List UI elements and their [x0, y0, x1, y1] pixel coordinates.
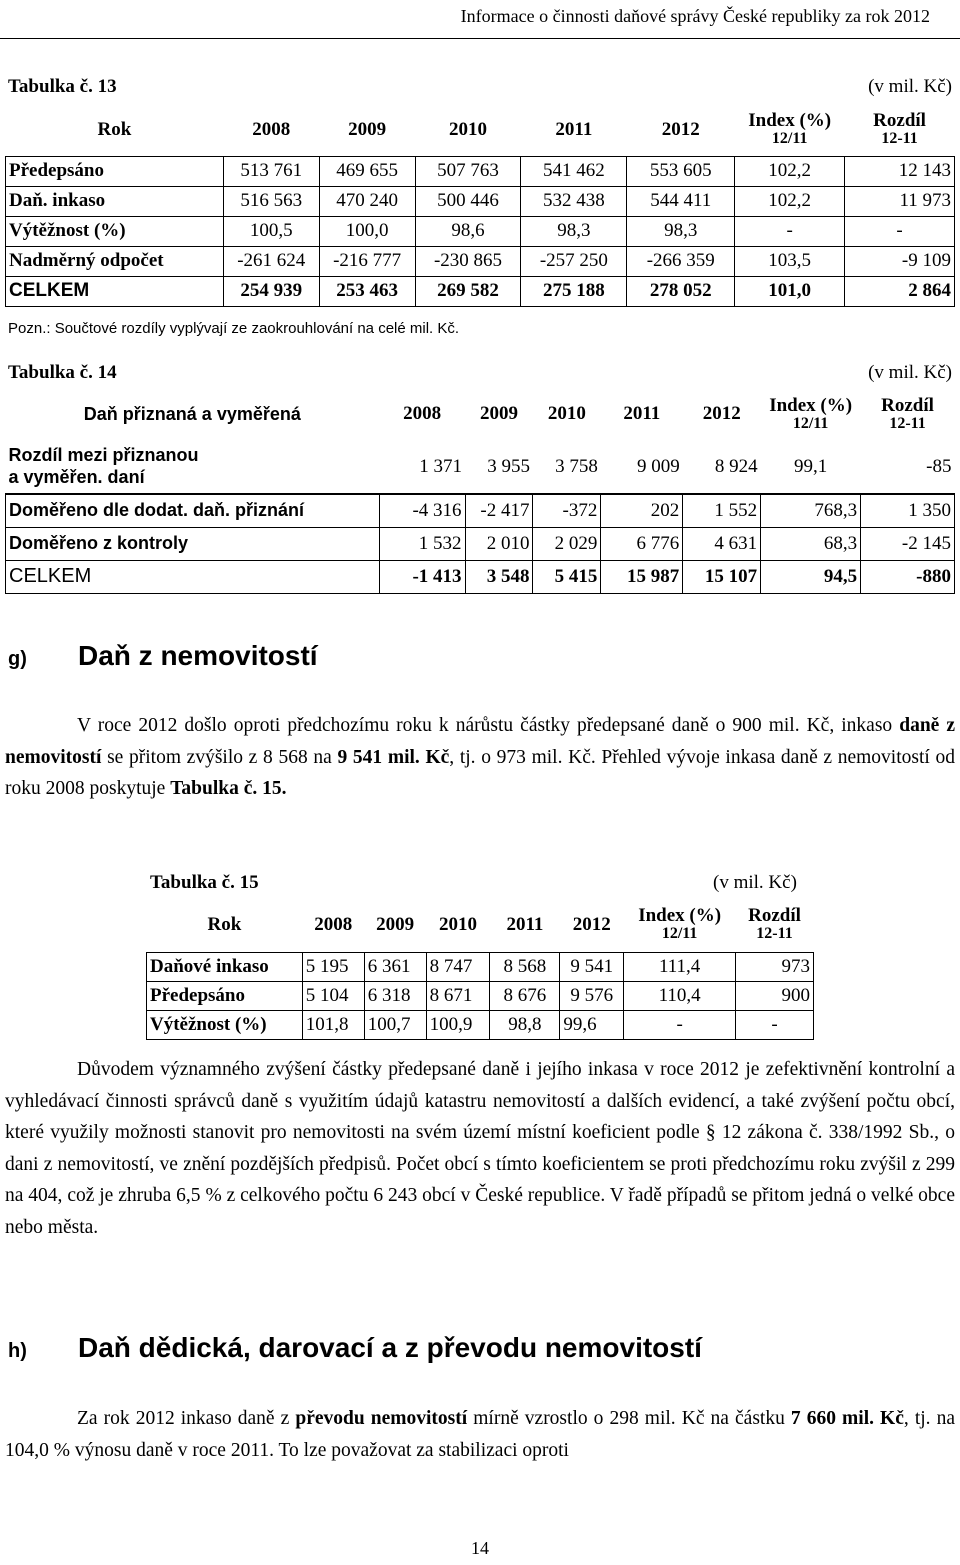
table14-unit: (v mil. Kč)	[868, 362, 952, 383]
row-label: Nadměrný odpočet	[6, 246, 224, 276]
header-diff-sub: 12-11	[889, 414, 926, 432]
header-year: 2008	[252, 118, 291, 140]
row-label: Výtěžnost (%)	[147, 1010, 303, 1039]
header-year: 2008	[403, 403, 442, 425]
header-year: 2011	[555, 118, 593, 140]
table13-header-row	[6, 104, 955, 156]
header-year: 2009	[480, 403, 518, 425]
cell: 275 188	[521, 276, 627, 306]
cell-diff: 1 350	[861, 494, 955, 527]
header-rok: Rok	[97, 118, 132, 140]
cell: -230 865	[415, 246, 521, 276]
cell: 101,8	[302, 1010, 364, 1039]
para-bold: daně z nemovitostí	[5, 715, 956, 768]
cell-index: 102,2	[735, 186, 845, 216]
cell: 544 411	[627, 186, 735, 216]
cell: 1 371	[379, 440, 465, 494]
row-label: Doměřeno z kontroly	[6, 527, 380, 560]
row-label-line2: a vyměřen. daní	[8, 466, 145, 487]
header-index-sub: 12/11	[661, 925, 698, 943]
section-h-title: Daň dědická, darovací a z převodu nemovitostí	[78, 1332, 702, 1363]
table-row	[6, 560, 955, 593]
header-diff-sub: 12-11	[881, 130, 918, 148]
table13-unit: (v mil. Kč)	[868, 76, 952, 97]
section-g-title: Daň z nemovitostí	[78, 640, 318, 671]
cell: 98,8	[490, 1010, 560, 1039]
header-year: 2009	[348, 118, 387, 140]
cell: 5 415	[533, 560, 601, 593]
header-year: 2011	[506, 913, 544, 935]
header-year: 2011	[623, 403, 661, 425]
cell-diff: -	[736, 1010, 814, 1039]
para-bold: převodu nemovitostí	[295, 1408, 468, 1429]
para-bold: 9 541 mil. Kč	[337, 746, 450, 768]
cell: 532 438	[521, 186, 627, 216]
paragraph-reasons-text: Důvodem významného zvýšení částky předepsané daně i jejího inkasa v roce 2012 je zefektivnění kontrolní a vyhledávací činnosti správců daně s využitím údajů katastru nemovitostí a dalších evidencí, a také zvýšení počtu obcí, které využily možnosti stanovit pro nemovitosti na svém území místní koeficient podle § 12 zákona č. 338/1992 Sb., o dani z nemovitostí, ve znění pozdějších předpisů. Počet obcí s tímto koeficientem se proti předchozímu roku zvýšil z 299 na 404, což je zhruba 6,5 % z celkového počtu 6 243 obcí v České republice. V řadě případů se přitom jedná o velké obce nebo města.	[5, 1059, 955, 1238]
cell-index: 68,3	[761, 527, 861, 560]
cell-index: -	[624, 1010, 736, 1039]
cell: -257 250	[521, 246, 627, 276]
cell: -2 417	[465, 494, 533, 527]
cell: 9 576	[560, 981, 624, 1010]
cell: 8 924	[683, 440, 761, 494]
table-row	[6, 216, 955, 246]
row-label: Doměřeno dle dodat. daň. přiznání	[6, 494, 380, 527]
cell: 516 563	[223, 186, 319, 216]
cell-index: 99,1	[761, 440, 861, 494]
cell: 1 532	[379, 527, 465, 560]
table-row	[147, 952, 814, 981]
section-g-paragraph	[5, 710, 955, 805]
cell: 269 582	[415, 276, 521, 306]
para-text: , tj. o 973 mil. Kč. Přehled vývoje inkasa daně z nemovitostí od roku 2008 poskytuje	[5, 746, 955, 799]
cell-index: -	[735, 216, 845, 246]
row-label: CELKEM	[6, 276, 224, 306]
table-row	[6, 276, 955, 306]
paragraph-reasons	[5, 1054, 955, 1243]
table14	[5, 388, 955, 594]
row-label: CELKEM	[6, 560, 380, 593]
header-year: 2012	[702, 403, 741, 425]
cell: 278 052	[627, 276, 735, 306]
table-row	[6, 440, 955, 494]
cell: 202	[601, 494, 683, 527]
cell: 470 240	[319, 186, 415, 216]
para-text: , tj. na 104,0 % výnosu daně v roce 2011. To lze považovat za stabilizaci oproti	[5, 1408, 956, 1461]
header-diff-sub: 12-11	[756, 925, 793, 943]
cell-diff: -2 145	[861, 527, 955, 560]
cell-index: 94,5	[761, 560, 861, 593]
table13-note: Pozn.: Součtové rozdíly vyplývají ze zaokrouhlování na celé mil. Kč.	[8, 320, 460, 337]
row-label: Předepsáno	[147, 981, 303, 1010]
table15	[146, 898, 814, 1040]
cell: 254 939	[223, 276, 319, 306]
table15-header-row	[147, 898, 814, 952]
page-header: Informace o činnosti daňové správy České republiky za rok 2012	[460, 6, 930, 26]
cell: 8 676	[490, 981, 560, 1010]
cell: 15 107	[683, 560, 761, 593]
cell: 98,6	[415, 216, 521, 246]
cell: -266 359	[627, 246, 735, 276]
cell: 6 776	[601, 527, 683, 560]
cell-diff: 11 973	[845, 186, 955, 216]
table-row	[6, 527, 955, 560]
cell-diff: 900	[736, 981, 814, 1010]
cell-diff: -880	[861, 560, 955, 593]
cell-diff: -9 109	[845, 246, 955, 276]
cell: 507 763	[415, 156, 521, 186]
cell: 5 104	[302, 981, 364, 1010]
table13-label: Tabulka č. 13	[8, 76, 117, 97]
header-index	[624, 898, 736, 952]
table14-header-row	[6, 388, 955, 440]
cell-index: 111,4	[624, 952, 736, 981]
cell-index: 101,0	[735, 276, 845, 306]
header-label: Daň přiznaná a vyměřená	[83, 403, 301, 424]
cell: 8 747	[426, 952, 490, 981]
cell-index: 768,3	[761, 494, 861, 527]
cell: 100,0	[319, 216, 415, 246]
cell: 100,9	[426, 1010, 490, 1039]
section-h-letter: h)	[8, 1340, 27, 1362]
header-index-label: Index (%)	[769, 394, 853, 416]
table-row	[6, 494, 955, 527]
cell: -372	[533, 494, 601, 527]
cell: 3 548	[465, 560, 533, 593]
row-label: Výtěžnost (%)	[6, 216, 224, 246]
cell: 553 605	[627, 156, 735, 186]
row-label: Daň. inkaso	[6, 186, 224, 216]
cell-diff: -	[845, 216, 955, 246]
header-rok: Rok	[207, 913, 242, 935]
section-g-letter: g)	[8, 648, 27, 670]
cell: 541 462	[521, 156, 627, 186]
header-year: 2012	[661, 118, 700, 140]
header-year: 2010	[449, 118, 488, 140]
cell: 3 758	[533, 440, 601, 494]
table-row	[6, 246, 955, 276]
header-index-label: Index (%)	[638, 905, 722, 927]
cell: 98,3	[627, 216, 735, 246]
table15-unit: (v mil. Kč)	[713, 872, 797, 893]
header-year: 2012	[572, 913, 611, 935]
row-label: Daňové inkaso	[147, 952, 303, 981]
cell: 1 552	[683, 494, 761, 527]
header-diff-label: Rozdíl	[748, 905, 801, 927]
row-label: Předepsáno	[6, 156, 224, 186]
table15-label: Tabulka č. 15	[150, 872, 259, 893]
cell: -216 777	[319, 246, 415, 276]
header-year: 2010	[547, 403, 586, 425]
table-row	[6, 186, 955, 216]
header-diff	[736, 898, 814, 952]
cell: 4 631	[683, 527, 761, 560]
para-bold: 7 660 mil. Kč	[790, 1408, 904, 1429]
table-row	[6, 156, 955, 186]
cell: 9 541	[560, 952, 624, 981]
cell: 5 195	[302, 952, 364, 981]
header-index-sub: 12/11	[771, 130, 808, 148]
para-text: V roce 2012 došlo oproti předchozímu roku k nárůstu částky předepsané daně o 900 mil. Kč, inkaso	[77, 715, 900, 736]
section-h-heading	[8, 1332, 702, 1363]
cell: 3 955	[465, 440, 533, 494]
cell: 469 655	[319, 156, 415, 186]
cell: 6 318	[364, 981, 426, 1010]
cell-diff: -85	[861, 440, 955, 494]
header-index-label: Index (%)	[748, 110, 832, 132]
cell-diff: 12 143	[845, 156, 955, 186]
cell: 513 761	[223, 156, 319, 186]
header-diff-label: Rozdíl	[873, 110, 926, 132]
row-label-line1: Rozdíl mezi přiznanou	[8, 444, 199, 465]
row-label	[6, 440, 380, 494]
header-diff-label: Rozdíl	[881, 394, 934, 416]
table-row	[147, 981, 814, 1010]
cell: -1 413	[379, 560, 465, 593]
para-text: se přitom zvýšilo z 8 568 na	[101, 746, 338, 768]
table13	[5, 104, 955, 307]
cell: 100,5	[223, 216, 319, 246]
cell-index: 103,5	[735, 246, 845, 276]
section-g-heading	[8, 640, 318, 671]
header-year: 2008	[314, 913, 353, 935]
cell-index: 102,2	[735, 156, 845, 186]
cell: 98,3	[521, 216, 627, 246]
cell: 253 463	[319, 276, 415, 306]
header-index	[735, 104, 845, 156]
cell: -4 316	[379, 494, 465, 527]
header-diff	[845, 104, 955, 156]
table14-label: Tabulka č. 14	[8, 362, 117, 383]
cell: 99,6	[560, 1010, 624, 1039]
header-index	[761, 388, 861, 440]
para-text: mírně vzrostlo o 298 mil. Kč na částku	[467, 1408, 791, 1429]
header-year: 2010	[439, 913, 478, 935]
table-row	[147, 1010, 814, 1039]
header-divider	[0, 38, 960, 39]
cell-diff: 973	[736, 952, 814, 981]
header-year: 2009	[376, 913, 415, 935]
page-number: 14	[471, 1538, 489, 1558]
cell-index: 110,4	[624, 981, 736, 1010]
cell: 8 568	[490, 952, 560, 981]
cell: 8 671	[426, 981, 490, 1010]
header-diff	[861, 388, 955, 440]
cell: 2 029	[533, 527, 601, 560]
cell: 9 009	[601, 440, 683, 494]
cell: 6 361	[364, 952, 426, 981]
cell-diff: 2 864	[845, 276, 955, 306]
para-bold: Tabulka č. 15.	[170, 778, 287, 799]
header-index-sub: 12/11	[792, 414, 829, 432]
section-h-paragraph	[5, 1403, 955, 1466]
cell: 15 987	[601, 560, 683, 593]
cell: -261 624	[223, 246, 319, 276]
cell: 100,7	[364, 1010, 426, 1039]
cell: 500 446	[415, 186, 521, 216]
para-text: Za rok 2012 inkaso daně z	[77, 1408, 296, 1429]
cell: 2 010	[465, 527, 533, 560]
